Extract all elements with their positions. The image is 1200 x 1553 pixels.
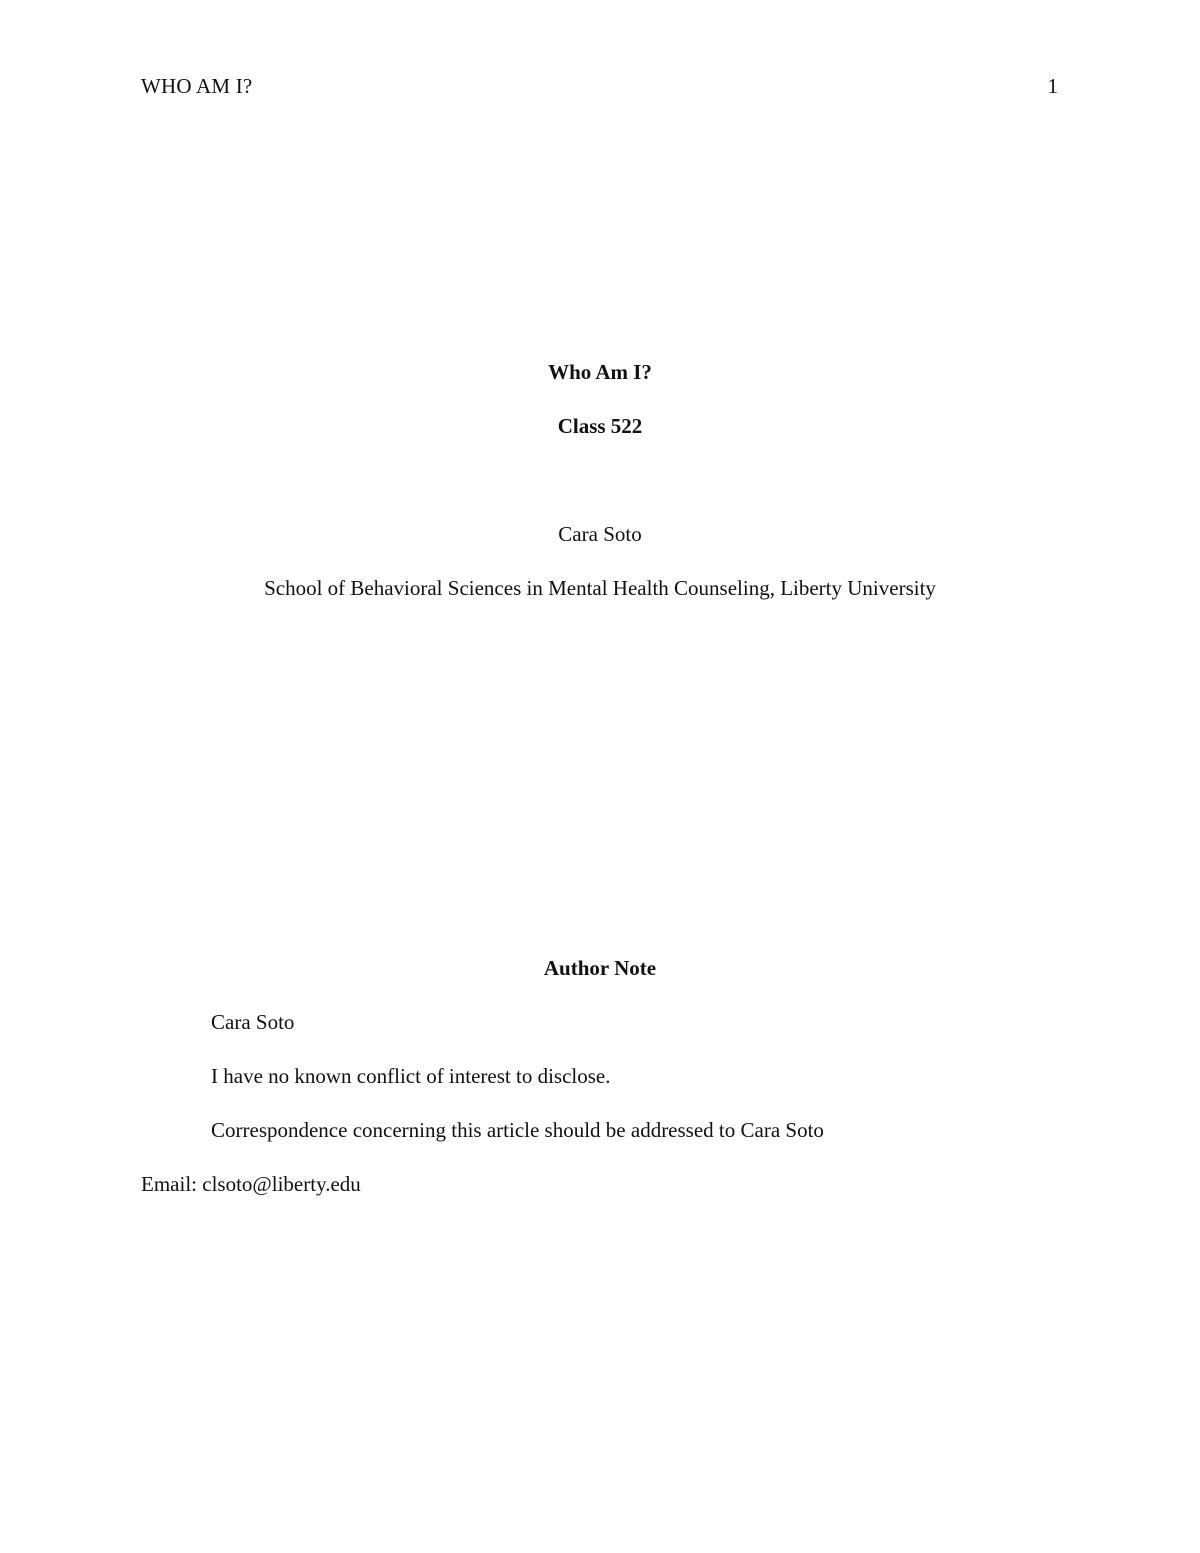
- email-line: [141, 1172, 361, 1197]
- paper-title: Who Am I?: [548, 360, 652, 384]
- correspondence-statement: Correspondence concerning this article should be addressed to Cara Soto: [211, 1118, 824, 1142]
- page-number: 1: [1047, 74, 1058, 98]
- email-address: clsoto@liberty.edu: [202, 1172, 361, 1196]
- email-label: Email:: [141, 1172, 197, 1196]
- author-affiliation: School of Behavioral Sciences in Mental Health Counseling, Liberty University: [264, 576, 936, 600]
- author-note-heading: Author Note: [543, 956, 657, 980]
- author-name: Cara Soto: [558, 522, 642, 546]
- class-label: Class 522: [557, 414, 643, 438]
- conflict-of-interest-statement: I have no known conflict of interest to disclose.: [211, 1064, 611, 1088]
- running-head: WHO AM I?: [141, 74, 253, 98]
- author-note-name: Cara Soto: [211, 1010, 295, 1034]
